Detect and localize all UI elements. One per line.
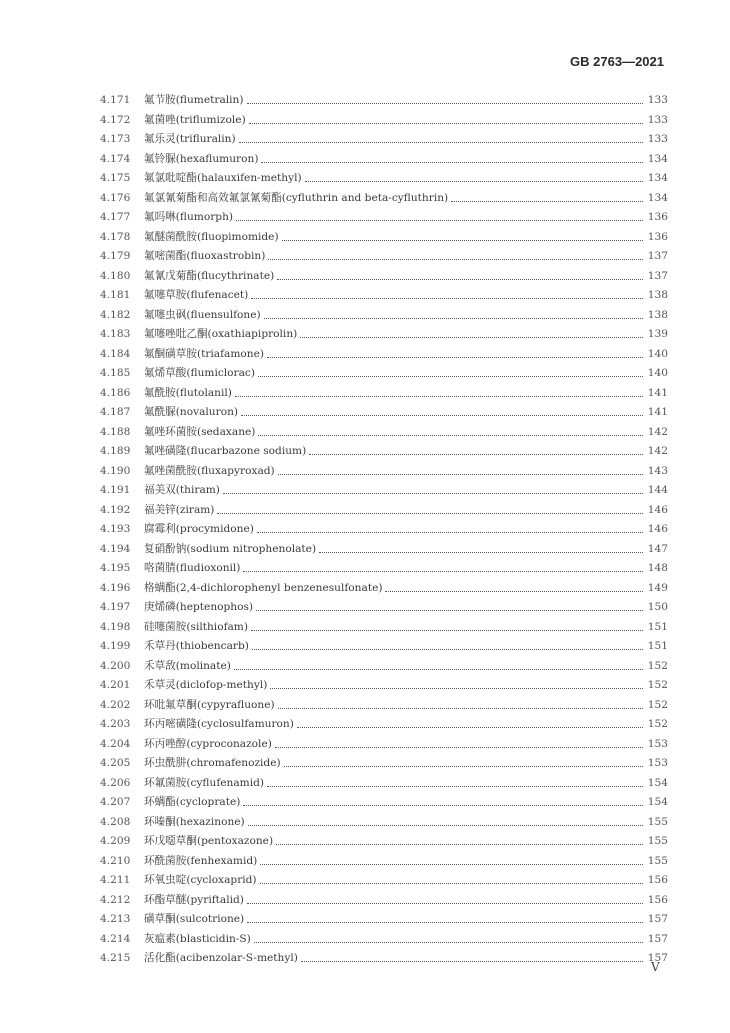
toc-entry-title: 硅噻菌胺(silthiofam) bbox=[144, 620, 248, 633]
toc-entry[interactable] bbox=[100, 423, 668, 443]
toc-entry-title: 环氟菌胺(cyflufenamid) bbox=[144, 776, 264, 789]
toc-entry-title: 氟菌唑(triflumizole) bbox=[144, 113, 246, 126]
toc-entry[interactable] bbox=[100, 267, 668, 287]
toc-leader-dots bbox=[254, 942, 643, 943]
toc-entry-page: 151 bbox=[647, 620, 668, 633]
toc-entry-page: 148 bbox=[647, 562, 668, 574]
toc-entry-page: 156 bbox=[647, 893, 668, 906]
toc-entry-title: 灰瘟素(blasticidin-S) bbox=[144, 932, 251, 945]
toc-entry-number: 4.174 bbox=[100, 152, 131, 165]
toc-entry-number: 4.212 bbox=[100, 893, 131, 906]
toc-entry-number: 4.199 bbox=[100, 640, 131, 652]
toc-entry-number: 4.195 bbox=[100, 562, 131, 574]
toc-entry[interactable] bbox=[100, 462, 668, 482]
toc-leader-dots bbox=[257, 532, 643, 533]
toc-entry-title: 氟唑菌酰胺(fluxapyroxad) bbox=[144, 464, 275, 477]
toc-leader-dots bbox=[277, 279, 643, 280]
toc-entry-page: 147 bbox=[647, 542, 668, 555]
toc-entry-number: 4.207 bbox=[100, 796, 131, 808]
toc-leader-dots bbox=[236, 220, 643, 221]
toc-entry-title: 氟烯草酸(flumiclorac) bbox=[144, 367, 255, 379]
toc-leader-dots bbox=[284, 766, 643, 767]
toc-entry[interactable] bbox=[100, 579, 668, 599]
toc-entry-title: 氟节胺(flumetralin) bbox=[144, 94, 244, 106]
toc-entry-title: 环丙嘧磺隆(cyclosulfamuron) bbox=[144, 718, 294, 730]
toc-entry-title: 环酰菌胺(fenhexamid) bbox=[144, 854, 258, 867]
toc-entry-page: 152 bbox=[647, 698, 668, 711]
toc-entry-page: 137 bbox=[647, 250, 668, 262]
toc-entry-title: 活化酯(acibenzolar-S-methyl) bbox=[144, 952, 298, 964]
toc-entry-page: 133 bbox=[647, 133, 668, 145]
toc-entry-number: 4.201 bbox=[100, 679, 131, 691]
toc-leader-dots bbox=[451, 201, 643, 202]
toc-entry-number: 4.200 bbox=[100, 659, 131, 672]
toc-entry-number: 4.215 bbox=[100, 952, 131, 964]
toc-leader-dots bbox=[260, 864, 643, 865]
toc-entry[interactable] bbox=[100, 130, 668, 150]
toc-entry-page: 143 bbox=[647, 464, 668, 477]
toc-entry-page: 140 bbox=[647, 367, 668, 379]
toc-entry-page: 134 bbox=[647, 152, 668, 165]
toc-entry[interactable] bbox=[100, 910, 668, 930]
toc-entry-page: 157 bbox=[647, 913, 668, 925]
toc-entry-page: 137 bbox=[647, 269, 668, 282]
toc-leader-dots bbox=[319, 552, 643, 553]
toc-entry[interactable] bbox=[100, 637, 668, 657]
toc-entry-number: 4.211 bbox=[100, 874, 131, 886]
toc-entry-page: 150 bbox=[647, 601, 668, 613]
toc-entry-title: 环螨酯(cycloprate) bbox=[144, 796, 241, 808]
toc-entry-number: 4.206 bbox=[100, 776, 131, 789]
toc-entry-page: 153 bbox=[647, 757, 668, 769]
toc-entry[interactable] bbox=[100, 657, 668, 677]
toc-entry-title: 氟唑磺隆(flucarbazone sodium) bbox=[144, 445, 307, 457]
toc-entry-title: 福美锌(ziram) bbox=[144, 503, 215, 516]
toc-entry-page: 141 bbox=[647, 386, 668, 399]
toc-entry-number: 4.183 bbox=[100, 328, 131, 340]
toc-leader-dots bbox=[305, 181, 643, 182]
toc-entry-number: 4.204 bbox=[100, 737, 131, 750]
toc-entry-title: 氟氰戊菊酯(flucythrinate) bbox=[144, 269, 275, 282]
toc-entry-page: 155 bbox=[647, 854, 668, 867]
toc-entry[interactable] bbox=[100, 735, 668, 755]
toc-leader-dots bbox=[268, 259, 643, 260]
toc-entry-title: 禾草敌(molinate) bbox=[144, 659, 231, 672]
toc-entry[interactable] bbox=[100, 754, 668, 774]
toc-entry-number: 4.191 bbox=[100, 484, 131, 496]
toc-leader-dots bbox=[247, 903, 643, 904]
toc-entry-page: 138 bbox=[647, 289, 668, 301]
toc-entry-title: 禾草灵(diclofop-methyl) bbox=[144, 679, 268, 691]
toc-leader-dots bbox=[252, 649, 643, 650]
toc-leader-dots bbox=[267, 786, 643, 787]
toc-entry-title: 环虫酰肼(chromafenozide) bbox=[144, 757, 281, 769]
toc-leader-dots bbox=[243, 571, 643, 572]
standard-code: GB 2763—2021 bbox=[570, 54, 664, 69]
toc-entry[interactable] bbox=[100, 774, 668, 794]
toc-entry-title: 氟噻虫砜(fluensulfone) bbox=[144, 308, 261, 321]
toc-entry-title: 腐霉利(procymidone) bbox=[144, 523, 254, 535]
toc-entry-page: 138 bbox=[647, 308, 668, 321]
toc-entry-title: 福美双(thiram) bbox=[144, 484, 220, 496]
toc-leader-dots bbox=[300, 337, 643, 338]
toc-entry-page: 146 bbox=[647, 523, 668, 535]
toc-entry[interactable] bbox=[100, 364, 668, 384]
toc-entry[interactable] bbox=[100, 481, 668, 501]
toc-leader-dots bbox=[251, 298, 643, 299]
toc-entry-number: 4.184 bbox=[100, 347, 131, 360]
toc-entry-title: 环酯草醚(pyriftalid) bbox=[144, 893, 244, 906]
toc-leader-dots bbox=[282, 240, 643, 241]
toc-entry[interactable] bbox=[100, 559, 668, 579]
toc-entry-number: 4.208 bbox=[100, 815, 131, 828]
toc-entry-page: 152 bbox=[647, 718, 668, 730]
toc-leader-dots bbox=[270, 688, 643, 689]
toc-entry-page: 133 bbox=[647, 113, 668, 126]
toc-leader-dots bbox=[385, 591, 643, 592]
toc-entry[interactable] bbox=[100, 949, 668, 969]
toc-entry-number: 4.209 bbox=[100, 835, 131, 847]
toc-entry[interactable] bbox=[100, 228, 668, 248]
toc-entry-number: 4.193 bbox=[100, 523, 131, 535]
toc-entry-page: 151 bbox=[647, 640, 668, 652]
toc-entry-number: 4.172 bbox=[100, 113, 131, 126]
toc-leader-dots bbox=[264, 318, 643, 319]
toc-entry[interactable] bbox=[100, 696, 668, 716]
toc-entry-page: 155 bbox=[647, 835, 668, 847]
toc-entry[interactable] bbox=[100, 852, 668, 872]
toc-entry-title: 禾草丹(thiobencarb) bbox=[144, 640, 249, 652]
toc-entry-title: 格螨酯(2,4-dichlorophenyl benzenesulfonate) bbox=[144, 581, 383, 594]
toc-entry[interactable] bbox=[100, 189, 668, 209]
toc-leader-dots bbox=[248, 825, 643, 826]
toc-leader-dots bbox=[243, 805, 643, 806]
toc-entry-page: 136 bbox=[647, 230, 668, 243]
toc-entry-page: 149 bbox=[647, 581, 668, 594]
toc-entry-number: 4.185 bbox=[100, 367, 131, 379]
toc-entry-title: 氟酮磺草胺(triafamone) bbox=[144, 347, 265, 360]
toc-leader-dots bbox=[301, 961, 643, 962]
toc-entry-page: 152 bbox=[647, 679, 668, 691]
toc-entry-number: 4.173 bbox=[100, 133, 131, 145]
toc-entry-number: 4.186 bbox=[100, 386, 131, 399]
toc-entry-page: 142 bbox=[647, 425, 668, 438]
toc-entry-number: 4.197 bbox=[100, 601, 131, 613]
toc-entry-number: 4.196 bbox=[100, 581, 131, 594]
toc-entry-number: 4.176 bbox=[100, 191, 131, 204]
toc-entry-page: 154 bbox=[647, 776, 668, 789]
toc-entry-title: 氟氯吡啶酯(halauxifen-methyl) bbox=[144, 172, 302, 184]
toc-entry-title: 环戊噁草酮(pentoxazone) bbox=[144, 835, 274, 847]
toc-entry-title: 氟吗啉(flumorph) bbox=[144, 211, 234, 223]
toc-leader-dots bbox=[247, 103, 644, 104]
toc-entry[interactable] bbox=[100, 325, 668, 345]
toc-leader-dots bbox=[309, 454, 643, 455]
toc-entry[interactable] bbox=[100, 345, 668, 365]
toc-entry-title: 复硝酚钠(sodium nitrophenolate) bbox=[144, 542, 317, 555]
toc-entry[interactable] bbox=[100, 501, 668, 521]
toc-entry-page: 134 bbox=[647, 191, 668, 204]
toc-entry-page: 140 bbox=[647, 347, 668, 360]
toc-entry-page: 156 bbox=[647, 874, 668, 886]
toc-entry-page: 134 bbox=[647, 172, 668, 184]
toc-entry-title: 环吡氟草酮(cypyrafluone) bbox=[144, 698, 275, 711]
toc-entry[interactable] bbox=[100, 286, 668, 306]
toc-entry-number: 4.177 bbox=[100, 211, 131, 223]
toc-entry-title: 氟氯氰菊酯和高效氟氯氰菊酯(cyfluthrin and beta-cyfluthrin) bbox=[144, 191, 449, 204]
toc-leader-dots bbox=[267, 357, 643, 358]
toc-entry-page: 146 bbox=[647, 503, 668, 516]
toc-entry[interactable] bbox=[100, 930, 668, 950]
toc-entry-title: 氟醚菌酰胺(fluopimomide) bbox=[144, 230, 279, 243]
toc-entry[interactable] bbox=[100, 540, 668, 560]
toc-leader-dots bbox=[241, 415, 643, 416]
toc-entry-number: 4.192 bbox=[100, 503, 131, 516]
toc-entry-number: 4.181 bbox=[100, 289, 131, 301]
toc-leader-dots bbox=[258, 376, 643, 377]
toc-entry[interactable] bbox=[100, 442, 668, 462]
toc-entry-number: 4.188 bbox=[100, 425, 131, 438]
toc-entry[interactable] bbox=[100, 306, 668, 326]
toc-leader-dots bbox=[234, 669, 643, 670]
toc-entry[interactable] bbox=[100, 111, 668, 131]
toc-entry-number: 4.190 bbox=[100, 464, 131, 477]
toc-leader-dots bbox=[251, 630, 643, 631]
toc-entry[interactable] bbox=[100, 247, 668, 267]
toc-leader-dots bbox=[256, 610, 643, 611]
toc-entry-title: 环嗪酮(hexazinone) bbox=[144, 815, 245, 828]
toc-entry-title: 氟酰脲(novaluron) bbox=[144, 406, 239, 418]
toc-entry-page: 141 bbox=[647, 406, 668, 418]
toc-leader-dots bbox=[275, 747, 643, 748]
toc-entry-number: 4.202 bbox=[100, 698, 131, 711]
toc-entry-number: 4.182 bbox=[100, 308, 131, 321]
toc-leader-dots bbox=[217, 513, 643, 514]
toc-entry[interactable] bbox=[100, 891, 668, 911]
toc-entry-page: 133 bbox=[647, 94, 668, 106]
table-of-contents bbox=[100, 91, 668, 969]
toc-entry-page: 142 bbox=[647, 445, 668, 457]
toc-entry[interactable] bbox=[100, 793, 668, 813]
toc-entry-page: 152 bbox=[647, 659, 668, 672]
toc-entry-title: 咯菌腈(fludioxonil) bbox=[144, 562, 241, 574]
toc-leader-dots bbox=[223, 493, 643, 494]
toc-entry-title: 氟噻草胺(flufenacet) bbox=[144, 289, 249, 301]
toc-entry[interactable] bbox=[100, 618, 668, 638]
toc-entry-number: 4.205 bbox=[100, 757, 131, 769]
toc-leader-dots bbox=[278, 708, 643, 709]
toc-leader-dots bbox=[258, 435, 643, 436]
toc-entry[interactable] bbox=[100, 813, 668, 833]
toc-entry-title: 环丙唑醇(cyproconazole) bbox=[144, 737, 272, 750]
toc-entry-page: 154 bbox=[647, 796, 668, 808]
toc-entry-number: 4.180 bbox=[100, 269, 131, 282]
toc-entry-page: 136 bbox=[647, 211, 668, 223]
toc-entry[interactable] bbox=[100, 169, 668, 189]
toc-entry-page: 144 bbox=[647, 484, 668, 496]
toc-leader-dots bbox=[249, 123, 643, 124]
toc-entry-title: 环氧虫啶(cycloxaprid) bbox=[144, 874, 257, 886]
toc-entry-number: 4.214 bbox=[100, 932, 131, 945]
toc-entry-title: 氟噻唑吡乙酮(oxathiapiprolin) bbox=[144, 328, 298, 340]
toc-entry-title: 氟酰胺(flutolanil) bbox=[144, 386, 232, 399]
toc-entry-number: 4.178 bbox=[100, 230, 131, 243]
toc-entry[interactable] bbox=[100, 403, 668, 423]
toc-entry-number: 4.179 bbox=[100, 250, 131, 262]
toc-entry-title: 氟唑环菌胺(sedaxane) bbox=[144, 425, 256, 438]
toc-entry[interactable] bbox=[100, 715, 668, 735]
toc-leader-dots bbox=[247, 922, 643, 923]
toc-entry[interactable] bbox=[100, 208, 668, 228]
toc-entry-page: 157 bbox=[647, 952, 668, 964]
toc-leader-dots bbox=[278, 474, 643, 475]
toc-leader-dots bbox=[261, 162, 643, 163]
toc-leader-dots bbox=[239, 142, 643, 143]
toc-entry-page: 153 bbox=[647, 737, 668, 750]
toc-entry[interactable] bbox=[100, 598, 668, 618]
toc-entry-number: 4.210 bbox=[100, 854, 131, 867]
toc-entry-number: 4.203 bbox=[100, 718, 131, 730]
toc-entry-number: 4.189 bbox=[100, 445, 131, 457]
toc-entry[interactable] bbox=[100, 150, 668, 170]
toc-entry[interactable] bbox=[100, 384, 668, 404]
toc-entry-number: 4.213 bbox=[100, 913, 131, 925]
toc-entry-number: 4.171 bbox=[100, 94, 131, 106]
toc-entry[interactable] bbox=[100, 520, 668, 540]
toc-entry-page: 139 bbox=[647, 328, 668, 340]
toc-entry[interactable] bbox=[100, 676, 668, 696]
toc-entry[interactable] bbox=[100, 91, 668, 111]
toc-entry[interactable] bbox=[100, 871, 668, 891]
page-folio: V bbox=[651, 960, 660, 974]
toc-entry-page: 155 bbox=[647, 815, 668, 828]
toc-entry[interactable] bbox=[100, 832, 668, 852]
toc-entry-page: 157 bbox=[647, 932, 668, 945]
toc-leader-dots bbox=[260, 883, 643, 884]
toc-entry-number: 4.198 bbox=[100, 620, 131, 633]
toc-entry-title: 庚烯磷(heptenophos) bbox=[144, 601, 254, 613]
toc-entry-number: 4.187 bbox=[100, 406, 131, 418]
toc-entry-title: 磺草酮(sulcotrione) bbox=[144, 913, 245, 925]
toc-entry-title: 氟嘧菌酯(fluoxastrobin) bbox=[144, 250, 266, 262]
toc-entry-number: 4.194 bbox=[100, 542, 131, 555]
toc-entry-title: 氟铃脲(hexaflumuron) bbox=[144, 152, 259, 165]
toc-leader-dots bbox=[276, 844, 643, 845]
toc-leader-dots bbox=[235, 396, 643, 397]
toc-entry-title: 氟乐灵(trifluralin) bbox=[144, 133, 236, 145]
toc-entry-number: 4.175 bbox=[100, 172, 131, 184]
toc-leader-dots bbox=[297, 727, 643, 728]
